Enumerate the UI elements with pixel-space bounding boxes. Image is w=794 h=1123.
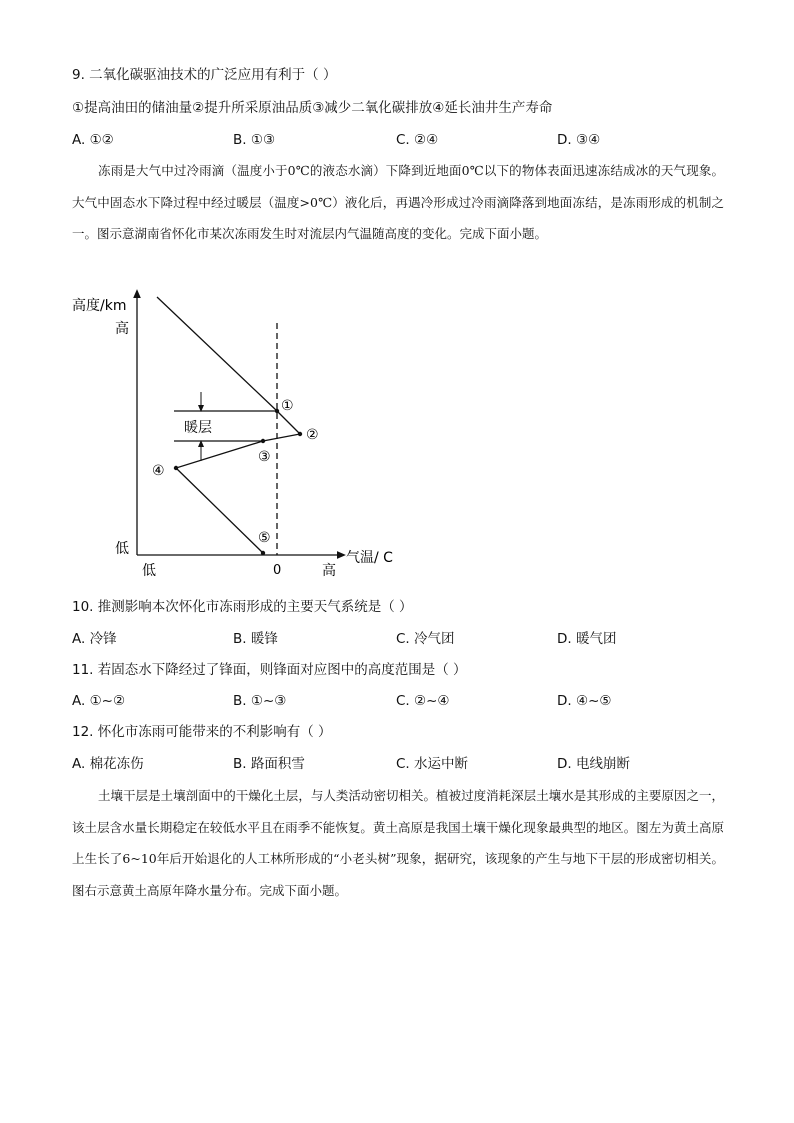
- q10-option-b: B. 暖锋: [233, 631, 278, 647]
- q10-option-c: C. 冷气团: [396, 631, 455, 647]
- q9-option-a: A. ①②: [72, 132, 114, 148]
- q9-option-d: D. ③④: [557, 132, 601, 148]
- soil-dry-layer-passage: [72, 780, 724, 906]
- soil-dry-layer-passage-text: 土壤干层是土壤剖面中的干燥化土层，与人类活动密切相关。植被过度消耗深层土壤水是其形成的主要原因之一，该土层含水量长期稳定在较低水平且在雨季不能恢复。黄土高原是我国土壤干燥化现象最典型的地区。图左为黄土高原上生长了6~10年后开始退化的人工林所形成的“小老头树”现象，据研究，该现象的产生与地下干层的形成密切相关。图右示意黄土高原年降水量分布。完成下面小题。: [72, 788, 724, 898]
- q11-option-a: A. ①~②: [72, 693, 126, 709]
- temperature-height-figure: [60, 285, 420, 585]
- q9-option-c: C. ②④: [396, 132, 439, 148]
- x-high-label: 高: [322, 563, 336, 579]
- x-low-label: 低: [142, 563, 156, 579]
- q12-option-b: B. 路面积雪: [233, 756, 305, 772]
- q9-stem: 9. 二氧化碳驱油技术的广泛应用有利于（ ）: [72, 67, 337, 83]
- q10-option-d: D. 暖气团: [557, 631, 617, 647]
- q10-stem: 10. 推测影响本次怀化市冻雨形成的主要天气系统是（ ）: [72, 599, 413, 615]
- point-4: [174, 466, 178, 470]
- q12-stem: 12. 怀化市冻雨可能带来的不利影响有（ ）: [72, 724, 332, 740]
- y-high-label: 高: [115, 321, 129, 337]
- q11-option-c: C. ②~④: [396, 693, 450, 709]
- point-5: [261, 551, 265, 555]
- q10-option-a: A. 冷锋: [72, 631, 117, 647]
- q11-option-b: B. ①~③: [233, 693, 287, 709]
- q12-option-d: D. 电线崩断: [557, 756, 630, 772]
- point-2: [298, 432, 302, 436]
- y-axis-label: 高度/km: [72, 298, 127, 314]
- q12-option-c: C. 水运中断: [396, 756, 469, 772]
- temperature-profile-line: [157, 297, 300, 553]
- q12-option-a: A. 棉花冻伤: [72, 756, 144, 772]
- y-low-label: 低: [115, 541, 129, 557]
- x-zero-label: 0: [273, 563, 282, 578]
- freezing-rain-passage: [72, 155, 724, 250]
- point-1-label: ①: [281, 398, 294, 414]
- q9-statements: ①提高油田的储油量②提升所采原油品质③减少二氧化碳排放④延长油井生产寿命: [72, 100, 553, 116]
- point-5-label: ⑤: [258, 530, 271, 546]
- q11-option-d: D. ④~⑤: [557, 693, 612, 709]
- point-4-label: ④: [152, 463, 165, 479]
- point-2-label: ②: [306, 427, 319, 443]
- x-axis-label: 气温/ C: [346, 550, 393, 566]
- freezing-rain-passage-text: 冻雨是大气中过冷雨滴（温度小于0℃的液态水滴）下降到近地面0℃以下的物体表面迅速冻结成冰的天气现象。大气中固态水下降过程中经过暖层（温度>0℃）液化后，再遇冷形成过冷雨滴降落到地面冻结，是冻雨形成的机制之一。图示意湖南省怀化市某次冻雨发生时对流层内气温随高度的变化。完成下面小题。: [72, 163, 724, 241]
- point-3-label: ③: [258, 449, 271, 465]
- warm-layer-label: 暖层: [184, 420, 212, 436]
- q9-option-b: B. ①③: [233, 132, 276, 148]
- q11-stem: 11. 若固态水下降经过了锋面，则锋面对应图中的高度范围是（ ）: [72, 662, 467, 678]
